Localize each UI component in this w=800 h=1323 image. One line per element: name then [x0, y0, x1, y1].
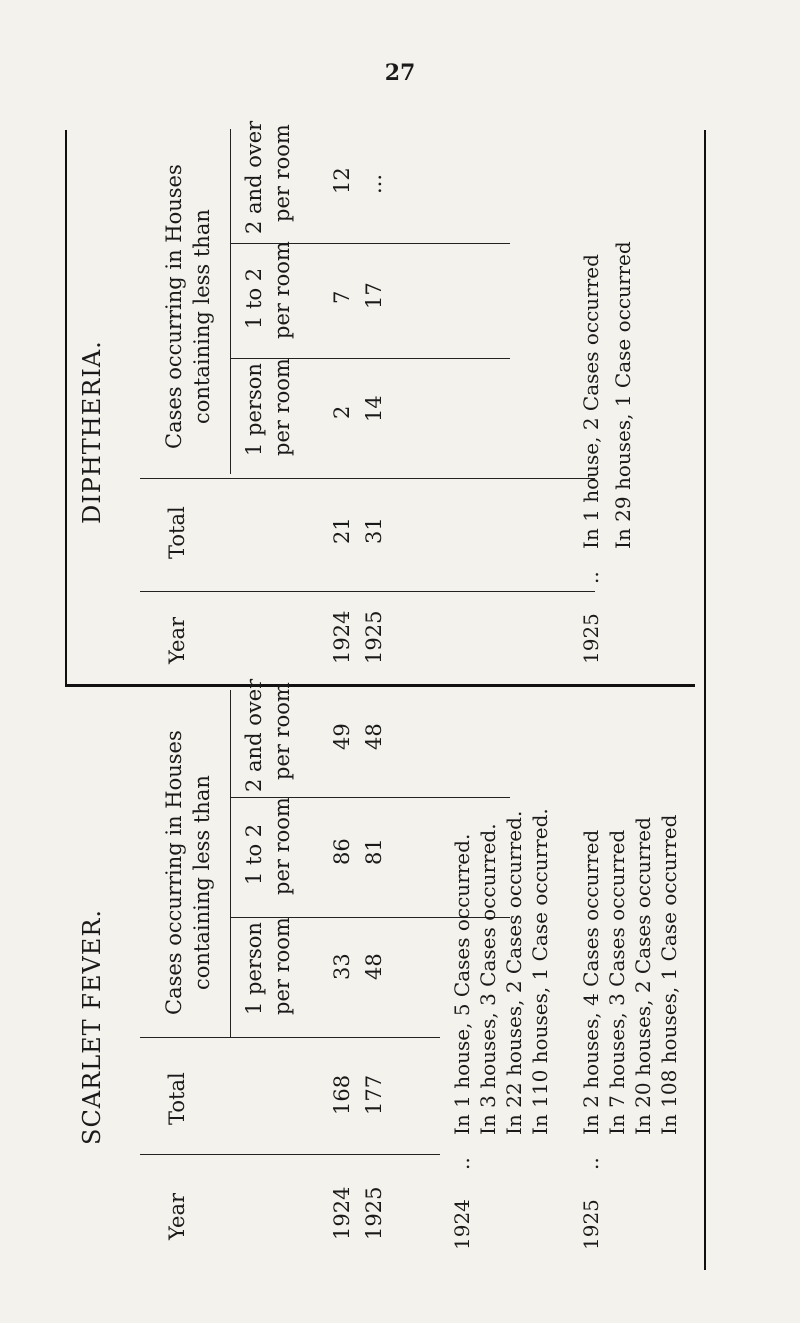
- rule: [140, 591, 595, 592]
- note-1924-line1: In 1 house, 5 Cases occurred.: [450, 833, 474, 1135]
- page-number: 27: [384, 60, 416, 86]
- row-1925-c2: 17: [362, 282, 386, 309]
- header-c3-line1: 2 and over: [242, 678, 266, 792]
- rule: [140, 1154, 440, 1155]
- note-1925-sep: ..: [579, 571, 603, 584]
- row-1924-total: 168: [330, 1074, 354, 1115]
- row-1925-total: 31: [362, 517, 386, 544]
- header-group-line2: containing less than: [190, 209, 214, 424]
- header-group-line1: Cases occurring in Houses: [162, 730, 186, 1015]
- header-total: Total: [165, 1072, 189, 1125]
- note-1925-sep: ..: [579, 1157, 603, 1170]
- row-1924-total: 21: [330, 517, 354, 544]
- row-1925-c3: ...: [362, 173, 386, 194]
- rule: [230, 129, 231, 474]
- header-c3-line1: 2 and over: [242, 120, 266, 234]
- note-1924-line2: In 3 houses, 3 Cases occurred.: [476, 823, 500, 1135]
- note-1924-line4: In 110 houses, 1 Case occurred.: [528, 808, 552, 1135]
- scarlet-fever-title: SCARLET FEVER.: [78, 908, 106, 1145]
- header-c3-line2: per room: [270, 682, 294, 780]
- header-c3-line2: per room: [270, 124, 294, 222]
- row-1925-year: 1925: [362, 610, 386, 664]
- note-1925-line1: In 1 house, 2 Cases occurred: [579, 254, 603, 549]
- rule: [140, 478, 595, 479]
- row-1924-c1: 2: [330, 405, 354, 419]
- header-c1-line2: per room: [270, 917, 294, 1015]
- row-1924-c1: 33: [330, 953, 354, 980]
- note-1925-line1: In 2 houses, 4 Cases occurred: [579, 829, 603, 1135]
- row-1924-year: 1924: [330, 610, 354, 664]
- section-divider: [65, 684, 695, 687]
- row-1925-year: 1925: [362, 1186, 386, 1240]
- row-1924-year: 1924: [330, 1186, 354, 1240]
- row-1925-c3: 48: [362, 723, 386, 750]
- row-1924-c3: 12: [330, 167, 354, 194]
- note-1925-line2: In 29 houses, 1 Case occurred: [611, 241, 635, 549]
- top-left-border: [65, 130, 67, 685]
- header-group-line1: Cases occurring in Houses: [162, 164, 186, 449]
- header-c2-line1: 1 to 2: [242, 823, 266, 885]
- header-year: Year: [165, 616, 189, 664]
- row-1925-c1: 14: [362, 395, 386, 422]
- note-1924-sep: ..: [450, 1157, 474, 1170]
- note-1924-line3: In 22 houses, 2 Cases occurred.: [502, 810, 526, 1135]
- note-1925-line4: In 108 houses, 1 Case occurred: [657, 814, 681, 1135]
- diphtheria-table: [70, 120, 710, 684]
- row-1925-c1: 48: [362, 953, 386, 980]
- row-1924-c2: 7: [330, 290, 354, 304]
- note-1925-year: 1925: [579, 613, 603, 664]
- header-c2-line2: per room: [270, 241, 294, 339]
- rule: [140, 1037, 440, 1038]
- note-1925-line2: In 7 houses, 3 Cases occurred: [605, 829, 629, 1135]
- header-c2-line2: per room: [270, 797, 294, 895]
- header-total: Total: [165, 506, 189, 559]
- row-1925-c2: 81: [362, 838, 386, 865]
- scarlet-fever-table: [70, 678, 710, 1270]
- rule: [230, 690, 231, 1038]
- header-year: Year: [165, 1192, 189, 1240]
- header-c1-line2: per room: [270, 358, 294, 456]
- diphtheria-title: DIPHTHERIA.: [78, 340, 106, 524]
- note-1924-year: 1924: [450, 1199, 474, 1250]
- note-1925-year: 1925: [579, 1199, 603, 1250]
- row-1924-c3: 49: [330, 723, 354, 750]
- header-c1-line1: 1 person: [242, 922, 266, 1015]
- header-c2-line1: 1 to 2: [242, 267, 266, 329]
- header-c1-line1: 1 person: [242, 363, 266, 456]
- row-1924-c2: 86: [330, 838, 354, 865]
- note-1925-line3: In 20 houses, 2 Cases occurred: [631, 817, 655, 1135]
- header-group-line2: containing less than: [190, 775, 214, 990]
- row-1925-total: 177: [362, 1074, 386, 1115]
